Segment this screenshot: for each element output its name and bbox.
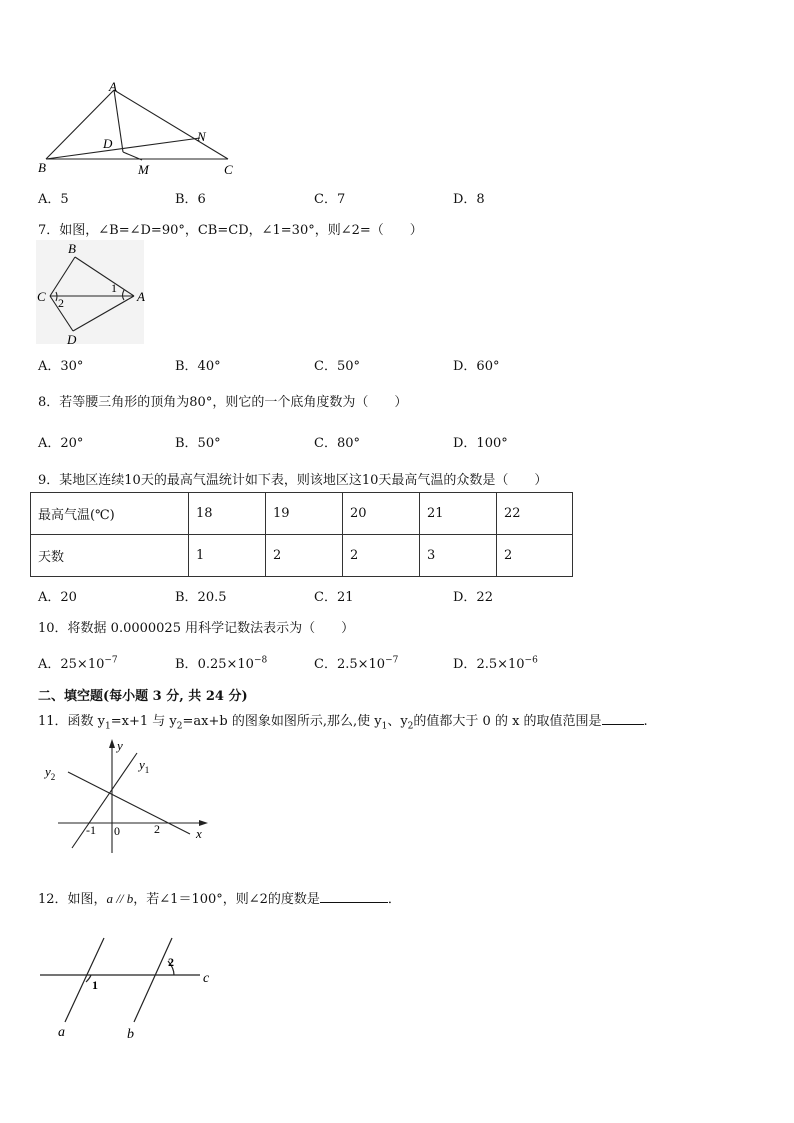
stem-part: . [643, 714, 648, 729]
label-zero: 0 [114, 824, 120, 838]
q8-stem: 8．若等腰三角形的顶角为80°，则它的一个底角度数为（ ） [38, 395, 408, 410]
stem-part: =x+1 与 y [110, 714, 177, 729]
q12-stem [38, 888, 401, 907]
table-cell: 18 [189, 493, 266, 535]
answer-blank[interactable] [602, 714, 644, 725]
label-angle-2: 2 [168, 955, 174, 969]
q10-option-b[interactable] [175, 653, 267, 672]
parallel-lines-figure-q12 [36, 930, 221, 1045]
table-cell: 最高气温(℃) [31, 493, 189, 535]
segment-bn [46, 138, 200, 159]
table-cell: 2 [266, 535, 343, 577]
linear-functions-graph-q11 [40, 735, 215, 857]
table-cell: 21 [420, 493, 497, 535]
table-row [31, 535, 573, 577]
q6-option-b[interactable]: B．6 [175, 192, 206, 207]
option-exponent: −8 [253, 655, 268, 666]
label-angle-1: 1 [92, 978, 98, 992]
label-d: D [67, 332, 77, 347]
temperature-table [30, 492, 573, 577]
table-cell: 1 [189, 535, 266, 577]
stem-part: ，若∠1＝100°，则∠2的度数是 [133, 892, 320, 907]
q9-stem: 9．某地区连续10天的最高气温统计如下表，则该地区这10天最高气温的众数是（ ） [38, 473, 548, 488]
segment-ad [114, 90, 123, 152]
q11-stem [38, 710, 648, 732]
q9-option-c[interactable]: C．21 [314, 590, 354, 605]
table-cell: 19 [266, 493, 343, 535]
stem-sub: 2 [407, 721, 414, 732]
option-prefix: B． [175, 657, 198, 672]
label-a: a [58, 1025, 65, 1040]
label-a: A [109, 79, 117, 94]
label-y2-main: y [45, 764, 51, 779]
option-prefix: D． [453, 657, 477, 672]
stem-part: 、y [387, 714, 408, 729]
q8-option-c[interactable]: C．80° [314, 436, 360, 451]
table-cell: 2 [343, 535, 420, 577]
label-c: c [203, 971, 210, 986]
stem-sub: 1 [105, 721, 111, 732]
label-two: 2 [154, 822, 160, 836]
q7-option-d[interactable]: D．60° [453, 359, 500, 374]
table-cell: 天数 [31, 535, 189, 577]
label-c: C [37, 289, 46, 304]
label-y2 [43, 764, 55, 782]
line-y1 [72, 753, 137, 848]
q10-stem: 10．将数据 0.0000025 用科学记数法表示为（ ） [38, 621, 355, 636]
label-d: D [103, 136, 113, 151]
label-y1-main: y [139, 757, 145, 772]
label-y2-sub: 2 [50, 772, 56, 782]
table-cell: 22 [497, 493, 573, 535]
q10-option-c[interactable] [314, 653, 398, 672]
stem-sub: 1 [381, 721, 388, 732]
option-mantissa: 2.5×10 [476, 657, 525, 672]
section-title: 二、填空题(每小题 3 分, 共 24 分) [38, 689, 248, 704]
label-y-axis: y [117, 738, 123, 753]
label-x-axis: x [196, 826, 202, 841]
stem-part: =ax+b 的图象如图所示,那么,使 y [182, 714, 382, 729]
q10-option-a[interactable] [38, 653, 118, 672]
q7-option-a[interactable]: A．30° [38, 359, 84, 374]
q8-option-a[interactable]: A．20° [38, 436, 84, 451]
label-angle-2: 2 [58, 296, 64, 310]
option-mantissa: 2.5×10 [336, 657, 386, 672]
label-angle-1: 1 [111, 281, 117, 295]
option-exponent: −7 [104, 655, 118, 666]
label-b: B [38, 160, 46, 175]
table-cell: 3 [420, 535, 497, 577]
q8-option-d[interactable]: D．100° [453, 436, 508, 451]
stem-sub: 2 [176, 721, 183, 732]
option-exponent: −7 [385, 655, 399, 666]
label-b: B [68, 241, 76, 256]
q9-option-a[interactable]: A．20 [38, 590, 77, 605]
line-a [65, 938, 104, 1022]
option-mantissa: 0.25×10 [197, 657, 254, 672]
table-cell: 20 [343, 493, 420, 535]
quadrilateral-figure-q7 [36, 240, 151, 348]
q8-option-b[interactable]: B．50° [175, 436, 221, 451]
q6-option-c[interactable]: C．7 [314, 192, 346, 207]
label-neg-one: -1 [86, 823, 96, 837]
label-c: C [224, 162, 233, 177]
label-m: M [138, 162, 149, 177]
y-axis-arrow [109, 739, 115, 748]
label-y1-sub: 1 [144, 765, 150, 775]
stem-part: ． [387, 892, 401, 907]
line-b [134, 938, 172, 1022]
stem-part: 的值都大于 0 的 x 的取值范围是 [413, 714, 602, 729]
option-prefix: C． [314, 657, 337, 672]
label-n: N [197, 129, 206, 144]
segment-ac [114, 90, 228, 159]
q9-option-b[interactable]: B．20.5 [175, 590, 227, 605]
q7-option-c[interactable]: C．50° [314, 359, 360, 374]
triangle-figure-q6 [30, 78, 260, 178]
option-prefix: A． [38, 657, 61, 672]
stem-part: 11．函数 y [38, 714, 106, 729]
table-row [31, 493, 573, 535]
q9-option-d[interactable]: D．22 [453, 590, 493, 605]
stem-part: 12．如图， [38, 892, 107, 907]
option-exponent: −6 [524, 655, 538, 666]
label-b: b [127, 1027, 134, 1042]
q7-option-b[interactable]: B．40° [175, 359, 221, 374]
q6-option-a[interactable]: A．5 [38, 192, 69, 207]
stem-math: a // b [106, 891, 134, 906]
q7-stem: 7．如图，∠B=∠D=90°，CB=CD，∠1=30°，则∠2=（ ） [38, 223, 423, 238]
table-cell: 2 [497, 535, 573, 577]
answer-blank[interactable] [320, 892, 388, 903]
option-mantissa: 25×10 [60, 657, 105, 672]
q6-option-d[interactable]: D．8 [453, 192, 485, 207]
q10-option-d[interactable] [453, 653, 538, 672]
label-y1 [137, 757, 149, 775]
label-a: A [137, 289, 145, 304]
